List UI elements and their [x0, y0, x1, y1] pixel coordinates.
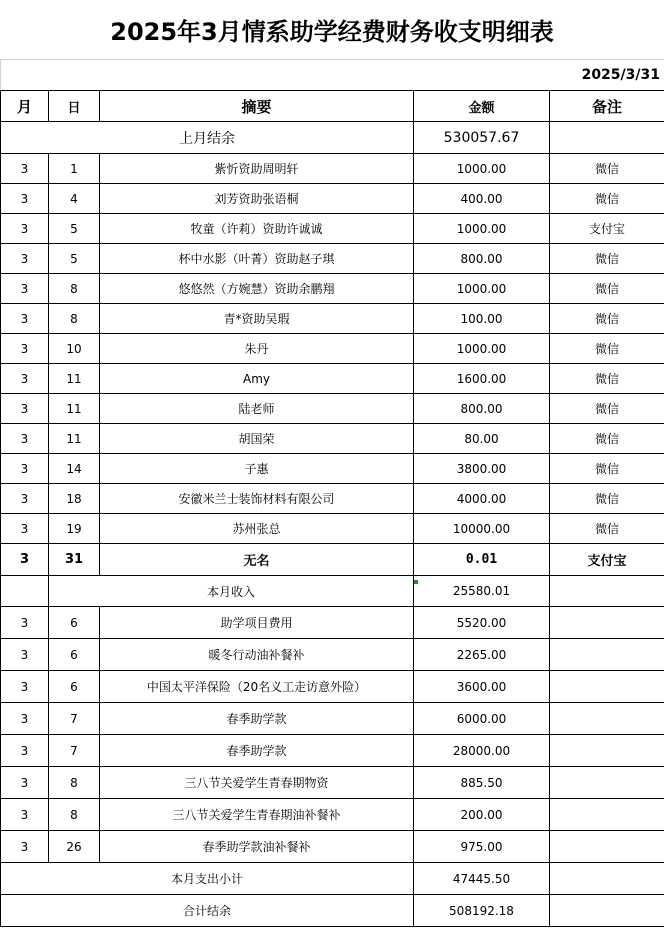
expense-row [1, 799, 664, 831]
expense-row [1, 639, 664, 671]
expense-row [1, 607, 664, 639]
expense-row [1, 703, 664, 735]
cell-note [550, 703, 664, 735]
cell-note: 微信 [550, 514, 664, 544]
cell-summary: 子惠 [100, 454, 414, 484]
cell-amount: 1000.00 [414, 274, 550, 304]
cell-month: 3 [1, 424, 49, 454]
cell-summary: 牧童（许莉）资助许诚诚 [100, 214, 414, 244]
cell-month: 3 [1, 484, 49, 514]
income-row [1, 454, 664, 484]
cell-note: 微信 [550, 454, 664, 484]
cell-amount: 5520.00 [414, 607, 550, 639]
cell-summary: 苏州张总 [100, 514, 414, 544]
income-row [1, 364, 664, 394]
cell-day: 7 [49, 735, 100, 767]
cell-day: 4 [49, 184, 100, 214]
total-note [550, 576, 664, 607]
cell-day: 19 [49, 514, 100, 544]
cell-month: 3 [1, 244, 49, 274]
cell-summary: 青*资助吴瑕 [100, 304, 414, 334]
income-row [1, 154, 664, 184]
header-summary: 摘要 [100, 91, 414, 122]
cell-month: 3 [1, 454, 49, 484]
cell-note [550, 671, 664, 703]
cell-amount: 0.01 [414, 544, 550, 576]
cell-amount: 1600.00 [414, 364, 550, 394]
cell-amount: 4000.00 [414, 484, 550, 514]
cell-summary: 中国太平洋保险（20名义工走访意外险） [100, 671, 414, 703]
cell-day: 5 [49, 214, 100, 244]
cell-summary: 春季助学款 [100, 735, 414, 767]
cell-day: 7 [49, 703, 100, 735]
cell-amount: 885.50 [414, 767, 550, 799]
total-label: 本月支出小计 [1, 863, 414, 895]
cell-note: 微信 [550, 424, 664, 454]
cell-month: 3 [1, 184, 49, 214]
expense-row [1, 831, 664, 863]
cell-summary: 刘芳资助张语桐 [100, 184, 414, 214]
income-row [1, 214, 664, 244]
previous-balance-amount: 530057.67 [414, 122, 550, 154]
cell-amount: 800.00 [414, 394, 550, 424]
cell-amount: 400.00 [414, 184, 550, 214]
income-row [1, 424, 664, 454]
cell-summary: 三八节关爱学生青春期物资 [100, 767, 414, 799]
cell-note: 支付宝 [550, 214, 664, 244]
income-row [1, 274, 664, 304]
cell-month: 3 [1, 364, 49, 394]
expense-row [1, 735, 664, 767]
total-note [550, 895, 664, 927]
cell-summary: 无名 [100, 544, 414, 576]
cell-month: 3 [1, 334, 49, 364]
income-row [1, 334, 664, 364]
cell-month: 3 [1, 154, 49, 184]
cell-amount: 3800.00 [414, 454, 550, 484]
income-row [1, 394, 664, 424]
cell-note: 微信 [550, 304, 664, 334]
cell-month: 3 [1, 639, 49, 671]
cell-day: 1 [49, 154, 100, 184]
cell-note [550, 607, 664, 639]
cell-amount: 1000.00 [414, 214, 550, 244]
cell-summary: 安徽米兰士装饰材料有限公司 [100, 484, 414, 514]
cell-note: 微信 [550, 364, 664, 394]
cell-amount: 6000.00 [414, 703, 550, 735]
total-label: 合计结余 [1, 895, 414, 927]
cell-day: 5 [49, 244, 100, 274]
total-amount: 47445.50 [414, 863, 550, 895]
total-spacer [1, 576, 49, 607]
cell-month: 3 [1, 214, 49, 244]
previous-balance-row [1, 122, 664, 154]
cell-day: 14 [49, 454, 100, 484]
expense-row [1, 767, 664, 799]
cell-summary: 悠悠然（方婉慧）资助余鹏翔 [100, 274, 414, 304]
cell-month: 3 [1, 671, 49, 703]
income-row [1, 244, 664, 274]
cell-day: 31 [49, 544, 100, 576]
header-month: 月 [1, 91, 49, 122]
cell-amount: 1000.00 [414, 154, 550, 184]
income-row-bold [1, 544, 664, 576]
cell-amount: 28000.00 [414, 735, 550, 767]
cell-note [550, 799, 664, 831]
cell-day: 8 [49, 304, 100, 334]
cell-day: 11 [49, 424, 100, 454]
cell-month: 3 [1, 394, 49, 424]
cell-note [550, 639, 664, 671]
cell-note: 微信 [550, 184, 664, 214]
cell-note: 微信 [550, 244, 664, 274]
header-row [1, 91, 664, 122]
cell-note: 微信 [550, 484, 664, 514]
cell-month: 3 [1, 703, 49, 735]
sheet-title: 2025年3月情系助学经费财务收支明细表 [0, 0, 664, 60]
cell-month: 3 [1, 514, 49, 544]
cell-day: 11 [49, 394, 100, 424]
income-total-row [1, 576, 664, 607]
cell-note [550, 767, 664, 799]
cell-day: 18 [49, 484, 100, 514]
cell-corner-marker [414, 580, 418, 584]
cell-note: 微信 [550, 274, 664, 304]
report-date: 2025/3/31 [581, 67, 660, 83]
cell-summary: 春季助学款油补餐补 [100, 831, 414, 863]
cell-amount: 3600.00 [414, 671, 550, 703]
expense-total-row [1, 863, 664, 895]
cell-day: 26 [49, 831, 100, 863]
cell-month: 3 [1, 607, 49, 639]
income-row [1, 514, 664, 544]
cell-amount: 80.00 [414, 424, 550, 454]
cell-day: 8 [49, 767, 100, 799]
cell-month: 3 [1, 831, 49, 863]
cell-note [550, 735, 664, 767]
cell-day: 6 [49, 607, 100, 639]
cell-summary: 三八节关爱学生青春期油补餐补 [100, 799, 414, 831]
cell-month: 3 [1, 799, 49, 831]
cell-summary: 暖冬行动油补餐补 [100, 639, 414, 671]
cell-amount: 200.00 [414, 799, 550, 831]
report-date-row [0, 60, 664, 90]
cell-summary: 杯中水影（叶菁）资助赵子琪 [100, 244, 414, 274]
cell-amount: 2265.00 [414, 639, 550, 671]
header-amount: 金额 [414, 91, 550, 122]
total-amount: 25580.01 [414, 576, 550, 607]
cell-note: 支付宝 [550, 544, 664, 576]
header-note: 备注 [550, 91, 664, 122]
cell-note: 微信 [550, 334, 664, 364]
cell-amount: 100.00 [414, 304, 550, 334]
cell-day: 8 [49, 799, 100, 831]
expense-row [1, 671, 664, 703]
cell-note: 微信 [550, 394, 664, 424]
cell-amount: 800.00 [414, 244, 550, 274]
previous-balance-note [550, 122, 664, 154]
cell-summary: 紫忻资助周明轩 [100, 154, 414, 184]
cell-month: 3 [1, 304, 49, 334]
header-day: 日 [49, 91, 100, 122]
cell-day: 6 [49, 671, 100, 703]
cell-summary: 助学项目费用 [100, 607, 414, 639]
cell-summary: 春季助学款 [100, 703, 414, 735]
cell-summary: 胡国荣 [100, 424, 414, 454]
total-label: 本月收入 [49, 576, 414, 607]
cell-summary: 陆老师 [100, 394, 414, 424]
grand-total-row [1, 895, 664, 927]
cell-day: 8 [49, 274, 100, 304]
cell-month: 3 [1, 735, 49, 767]
cell-day: 11 [49, 364, 100, 394]
cell-month: 3 [1, 767, 49, 799]
previous-balance-label: 上月结余 [1, 122, 414, 154]
cell-summary: 朱丹 [100, 334, 414, 364]
cell-month: 3 [1, 544, 49, 576]
total-note [550, 863, 664, 895]
cell-month: 3 [1, 274, 49, 304]
total-amount: 508192.18 [414, 895, 550, 927]
cell-amount: 975.00 [414, 831, 550, 863]
cell-amount: 1000.00 [414, 334, 550, 364]
income-row [1, 484, 664, 514]
cell-summary: Amy [100, 364, 414, 394]
cell-day: 10 [49, 334, 100, 364]
cell-day: 6 [49, 639, 100, 671]
ledger-table [0, 90, 664, 927]
cell-note: 微信 [550, 154, 664, 184]
income-row [1, 304, 664, 334]
income-row [1, 184, 664, 214]
cell-note [550, 831, 664, 863]
cell-amount: 10000.00 [414, 514, 550, 544]
